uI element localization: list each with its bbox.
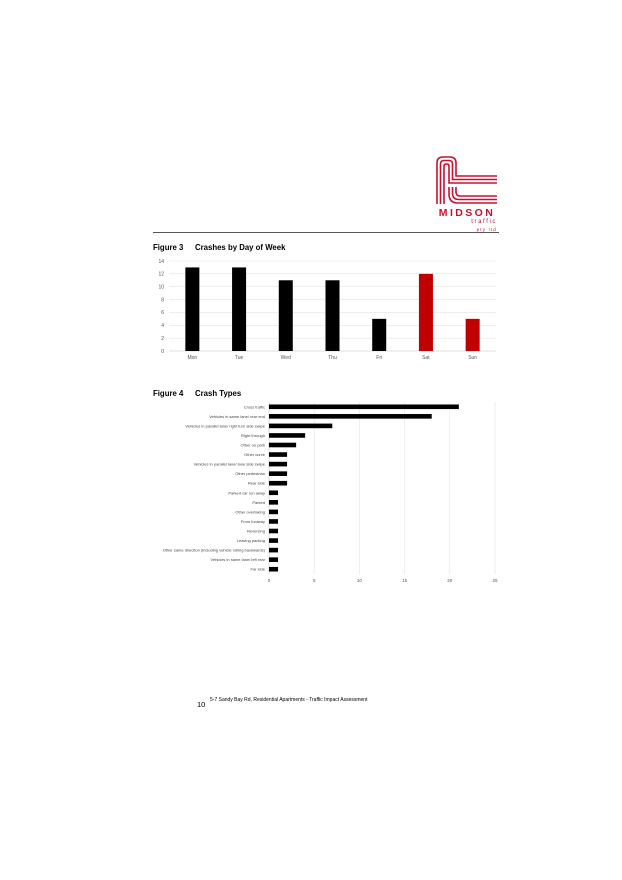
crashes-by-day-chart	[153, 253, 499, 365]
x-tick-label: Wed	[280, 355, 291, 361]
bar-mon	[185, 267, 199, 351]
y-tick-label: 6	[161, 310, 164, 317]
y-tick-label: 10	[158, 284, 164, 291]
figure4-chart-container	[153, 398, 499, 593]
bar-tue	[232, 267, 246, 351]
category-label: Parked car run away	[228, 490, 265, 496]
category-label: Other on path	[240, 442, 265, 448]
category-label: Right through	[240, 432, 265, 438]
x-tick-label: 15	[402, 578, 408, 583]
logo-subtitle: traffic	[471, 219, 497, 225]
y-tick-label: 12	[158, 271, 164, 278]
page-number: 10	[197, 700, 206, 709]
bar	[269, 548, 278, 553]
x-tick-label: Sun	[468, 355, 478, 361]
x-tick-label: Tue	[234, 355, 244, 361]
bar	[269, 510, 278, 515]
y-tick-label: 0	[161, 348, 164, 355]
x-tick-label: Mon	[187, 355, 198, 361]
bar	[269, 567, 278, 572]
category-label: Rear side	[247, 480, 265, 486]
figure4-title: Crash Types	[195, 389, 242, 398]
bar-thu	[326, 280, 340, 351]
category-label: Vehicles in same lane/ left rear	[210, 557, 265, 563]
x-tick-label: Fri	[376, 355, 383, 361]
bar	[269, 452, 287, 457]
x-tick-label: 10	[356, 578, 362, 583]
bar	[269, 519, 278, 524]
figure3-caption	[153, 243, 285, 252]
category-label: Parked	[252, 499, 265, 505]
figure3-chart-container	[153, 253, 499, 370]
category-label: Other overtaking	[235, 509, 265, 515]
category-label: Vehicles in same lane/ rear end	[209, 413, 265, 419]
category-label: Vehicles in parallel lane/ lane side swipe	[193, 461, 265, 467]
category-label: From footway	[240, 518, 265, 524]
bar	[269, 404, 459, 409]
bar-fri	[372, 319, 386, 351]
y-tick-label: 14	[158, 258, 164, 265]
category-label: Cross traffic	[243, 404, 265, 410]
footer-text: 5-7 Sandy Bay Rd, Residential Apartments - Traffic Impact Assessment	[210, 697, 368, 703]
x-tick-label: 0	[267, 578, 271, 583]
bar	[269, 490, 278, 495]
category-label: Leaving parking	[236, 538, 265, 544]
bar	[269, 424, 332, 429]
company-logo	[436, 156, 498, 234]
bar	[269, 481, 287, 486]
x-tick-label: 5	[312, 578, 316, 583]
header-rule	[153, 232, 499, 233]
y-tick-label: 2	[161, 335, 164, 342]
bar	[269, 500, 278, 505]
category-label: Other curve	[244, 452, 265, 458]
logo-name: MIDSON	[438, 207, 496, 219]
x-tick-label: Sat	[422, 355, 430, 361]
category-label: Reversing	[246, 528, 265, 534]
y-tick-label: 8	[161, 297, 164, 304]
crash-types-chart	[153, 398, 499, 588]
bar	[269, 433, 305, 438]
bar	[269, 462, 287, 467]
bar-wed	[279, 280, 293, 351]
logo-mark-icon	[436, 156, 498, 206]
bar	[269, 414, 432, 419]
figure3-title: Crashes by Day of Week	[195, 243, 286, 252]
x-tick-label: Thu	[328, 355, 337, 361]
figure4-number: Figure 4	[153, 389, 184, 398]
figure4-caption	[153, 389, 241, 398]
category-label: Other pedestrian	[235, 471, 265, 477]
x-tick-label: 20	[447, 578, 453, 583]
logo-company-suffix: pty ltd	[476, 227, 497, 232]
y-tick-label: 4	[161, 323, 164, 330]
category-label: Vehicles in parallel lane/ right turn side swipe	[185, 423, 265, 429]
bar	[269, 529, 278, 534]
bar-sat	[419, 274, 433, 351]
bar	[269, 443, 296, 448]
bar	[269, 538, 278, 543]
x-tick-label: 25	[492, 578, 498, 583]
bar	[269, 471, 287, 476]
category-label: Other same direction (including vehicle rolling backwards)	[162, 547, 265, 553]
bar	[269, 557, 278, 562]
figure3-number: Figure 3	[153, 243, 184, 252]
category-label: Far side	[250, 566, 265, 572]
bar-sun	[466, 319, 480, 351]
